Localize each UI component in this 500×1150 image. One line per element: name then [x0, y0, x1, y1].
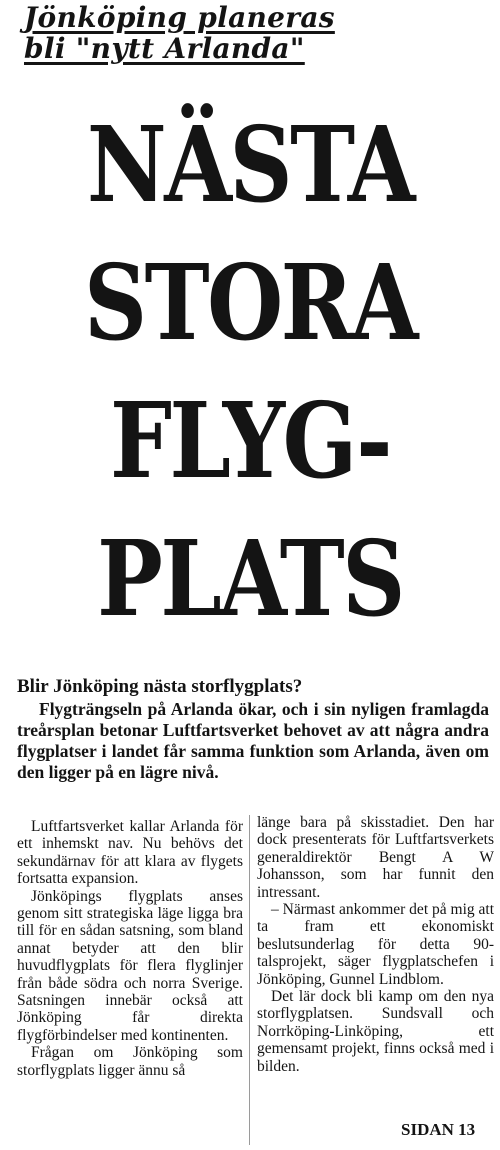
- headline-line-3: FLYG-: [109, 379, 391, 502]
- kicker-line-1: Jönköping planeras: [24, 1, 335, 34]
- body-paragraph: Jönköpings flygplats anses genom sitt strategiska läge ligga bra till för en sådan satsning, som bland annat betyder att den blir huvudflygplats för flera flyglinjer från både södra och norra Sverige. Satsningen innebär också att Jönköping får direkta flygförbindelser med kontinenten.: [17, 887, 243, 1044]
- kicker-line-2: bli "nytt Arlanda": [24, 32, 305, 65]
- headline-line-1: NÄSTA: [86, 103, 414, 226]
- kicker-headline: [24, 2, 424, 64]
- headline-line-4: PLATS: [97, 517, 403, 640]
- body-paragraph: Luftfartsverket kallar Arlanda för ett inhemskt nav. Nu behövs det sekundärnav för att klara av flygets fortsatta expansion.: [17, 818, 243, 888]
- continued-on-page: SIDAN 13: [401, 1120, 476, 1139]
- body-paragraph: länge bara på skisstadiet. Den har dock presenterats för Luftfartsverkets generaldirektör Bengt A W Johansson, som har funnit den intressant.: [257, 814, 494, 901]
- headline-line-2: STORA: [84, 241, 416, 364]
- body-paragraph: – Närmast ankommer det på mig att ta fram ett ekonomiskt beslutsunderlag för detta 90-talsprojekt, säger flygplatschefen i Jönköping, Gunnel Lindblom.: [257, 901, 494, 988]
- body-column-left: [17, 818, 243, 1079]
- main-headline: [0, 96, 500, 648]
- subheadline: Blir Jönköping nästa storflygplats?: [17, 676, 303, 697]
- column-divider: [249, 815, 250, 1145]
- lead-paragraph: Flygträngseln på Arlanda ökar, och i sin nyligen framlagda treårsplan betonar Luftfartsverket behovet av att några andra flygplatser i landet får samma funktion som Arlanda, även om den ligger på en lägre nivå.: [17, 699, 489, 782]
- body-paragraph: Frågan om Jönköping som storflygplats ligger ännu så: [17, 1044, 243, 1079]
- body-paragraph: Det lär dock bli kamp om den nya storflygplatsen. Sundsvall och Norrköping-Linköping, ett gemensamt projekt, finns också med i bilden.: [257, 988, 494, 1075]
- body-column-right: [257, 814, 494, 1075]
